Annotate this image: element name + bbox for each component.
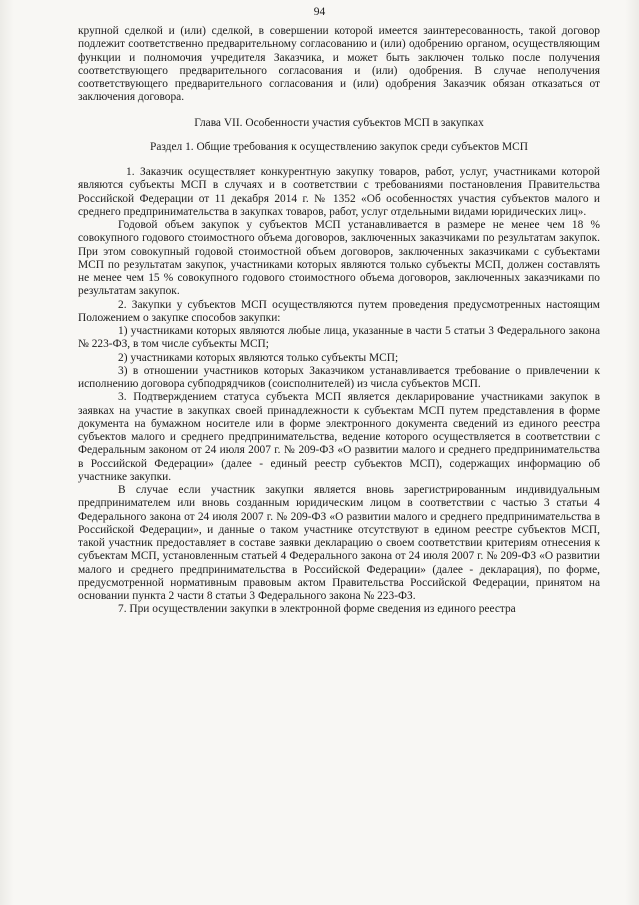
paragraph: Годовой объем закупок у субъектов МСП устанавливается в размере не менее чем 18 % совокупного годового стоимостного объема договоров, заключенных заказчиками по результатам закупок. При этом совокупный годовой стоимостной объем договоров, заключенных заказчиками с субъектами МСП по результатам закупок, участниками которых являются только субъекты МСП, должен составлять не менее чем 15 % совокупного годового стоимостного объема договоров, заключенных заказчиками по результатам закупок. xyxy=(78,219,600,298)
list-item: 3) в отношении участников которых Заказчиком устанавливается требование о привлечении к исполнению договора субподрядчиков (соисполнителей) из числа субъектов МСП. xyxy=(78,364,600,390)
paragraph: В случае если участник закупки является вновь зарегистрированным индивидуальным предпринимателем или вновь созданным юридическим лицом в соответствии с частью 3 статьи 4 Федерального закона от 24 июля 2007 г. № 209-ФЗ «О развитии малого и среднего предпринимательства в Российской Федерации», и данные о таком участнике отсутствуют в едином реестре субъектов МСП, такой участник предоставляет в составе заявки декларацию о своем соответствии критериям отнесения к субъектам МСП, установленным статьей 4 Федерального закона от 24 июля 2007 г. № 209-ФЗ «О развитии малого и среднего предпринимательства в Российской Федерации» (далее - декларация), по форме, предусмотренной нормативным правовым актом Правительства Российской Федерации, принятом на основании пункта 2 части 8 статьи 3 Федерального закона № 223-ФЗ. xyxy=(78,484,600,602)
paragraph-continuation: крупной сделкой и (или) сделкой, в совершении которой имеется заинтересованность, такой договор подлежит соответственно предварительному согласованию и (или) одобрению органом, осуществляющим функции и полномочия учредителя Заказчика, и может быть заключен только после получения соответствующего предварительного согласования и (или) одобрения. В случае неполучения соответствующего предварительного согласования и (или) одобрения Заказчик обязан отказаться от заключения договора. xyxy=(78,25,600,104)
paragraph: 1. Заказчик осуществляет конкурентную закупку товаров, работ, услуг, участниками которой являются субъекты МСП в случаях и в соответствии с требованиями постановления Правительства Российской Федерации от 11 декабря 2014 г. № 1352 «Об особенностях участия субъектов малого и среднего предпринимательства в закупках товаров, работ, услуг отдельными видами юридических лиц». xyxy=(78,166,600,218)
paragraph: 3. Подтверждением статуса субъекта МСП является декларирование участниками закупок в заявках на участие в закупках своей принадлежности к субъектам МСП путем представления в форме документа на бумажном носителе или в форме электронного документа сведений из единого реестра субъектов малого и среднего предпринимательства, ведение которого осуществляется в соответствии с Федеральным законом от 24 июля 2007 г. № 209-ФЗ «О развитии малого и среднего предпринимательства в Российской Федерации» (далее - единый реестр субъектов МСП), содержащих информацию об участнике закупки. xyxy=(78,391,600,483)
paragraph: 7. При осуществлении закупки в электронной форме сведения из единого реестра xyxy=(118,603,516,616)
page-number: 94 xyxy=(313,6,326,18)
page-body xyxy=(78,25,600,617)
list-item: 2) участниками которых являются только субъекты МСП; xyxy=(118,351,399,364)
chapter-title: Глава VII. Особенности участия субъектов МСП в закупках xyxy=(194,116,484,129)
section-title: Раздел 1. Общие требования к осуществлению закупок среди субъектов МСП xyxy=(150,140,528,153)
paragraph: 2. Закупки у субъектов МСП осуществляются путем проведения предусмотренных настоящим Положением о закупке способов закупки: xyxy=(78,298,600,324)
list-item: 1) участниками которых являются любые лица, указанные в части 5 статьи 3 Федерального закона № 223-ФЗ, в том числе субъекты МСП; xyxy=(78,325,600,351)
